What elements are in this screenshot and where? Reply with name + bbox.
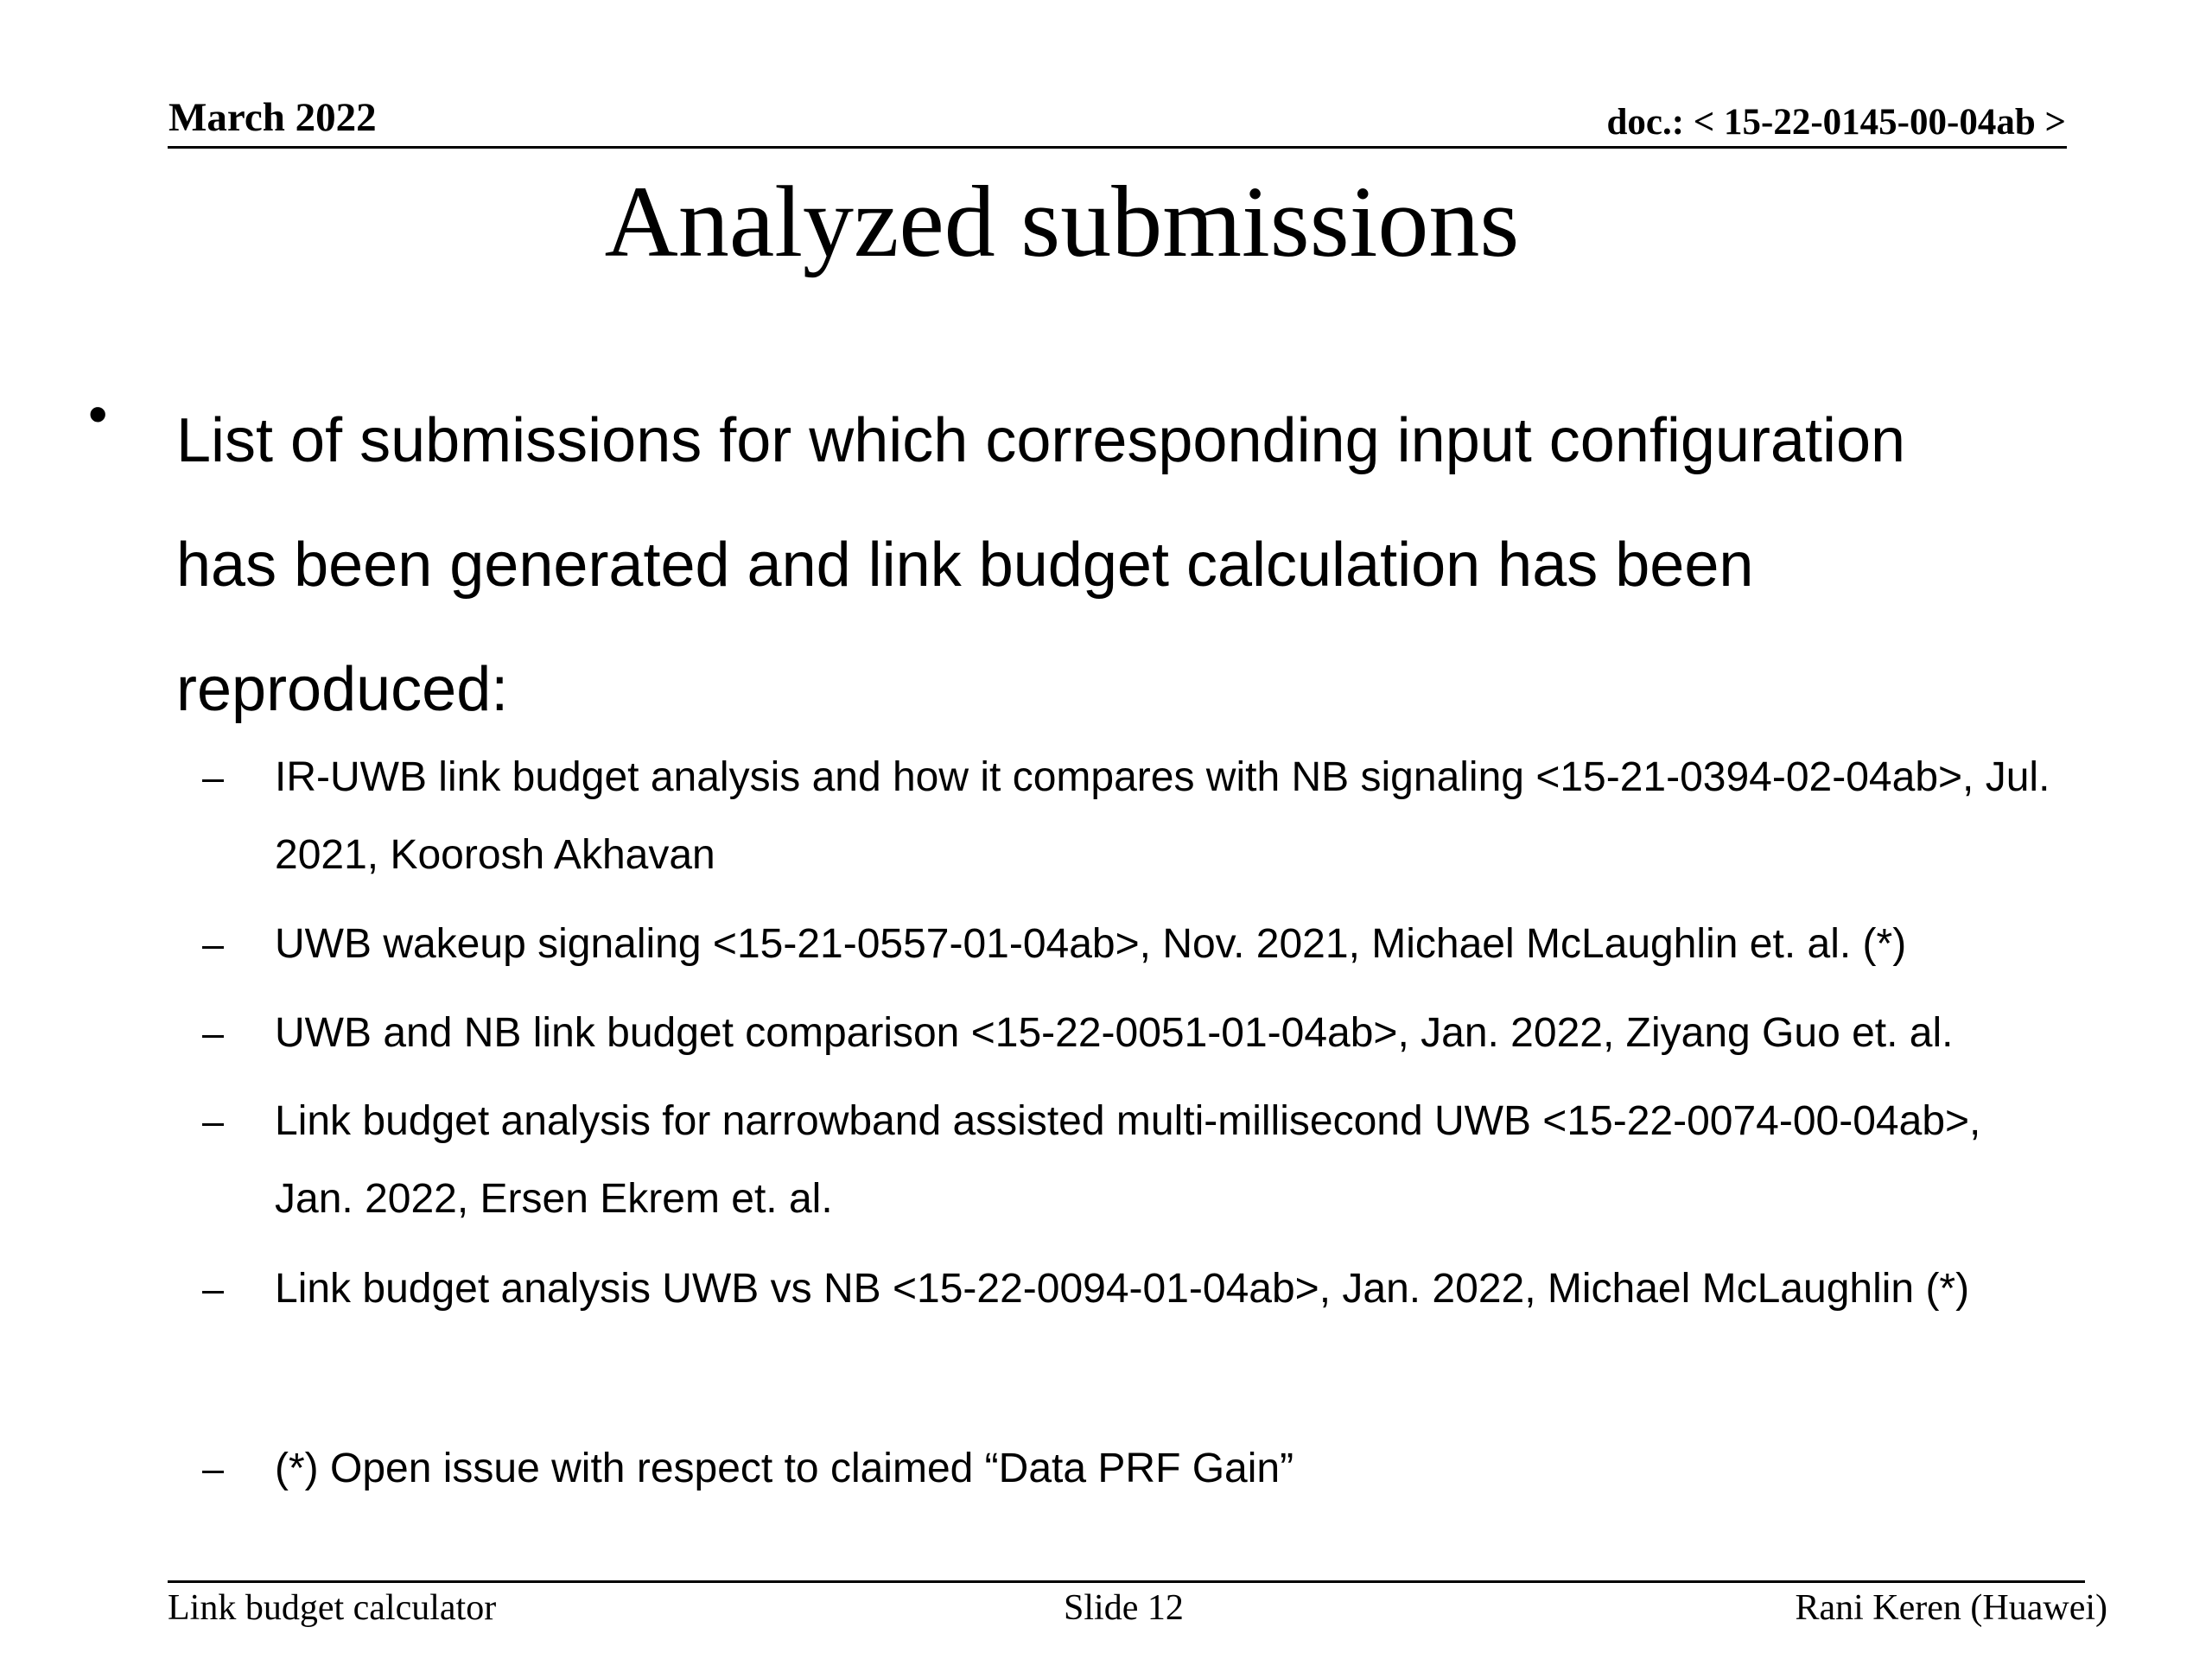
footer-divider (168, 1580, 2085, 1583)
sub-item-line: (*) Open issue with respect to claimed “Data PRF Gain” (275, 1446, 1294, 1491)
sub-item-text (275, 1250, 2193, 1328)
main-bullet-marker: • (88, 383, 108, 445)
sub-item-marker: – (202, 755, 225, 799)
sub-item-text (275, 1083, 2193, 1238)
sub-item-marker: – (202, 1011, 225, 1055)
sub-item-line: Link budget analysis UWB vs NB <15-22-0094-01-04ab>, Jan. 2022, Michael McLaughlin (*) (275, 1266, 1970, 1312)
header-doc-id: doc.: < 15-22-0145-00-04ab > (1606, 102, 2066, 143)
sub-item-line: Link budget analysis for narrowband assisted multi-millisecond UWB <15-22-0074-00-04ab>, (275, 1098, 1981, 1144)
sub-item-marker: – (202, 1099, 225, 1143)
main-bullet-line: has been generated and link budget calculation has been (176, 531, 1754, 600)
sub-item-text (275, 906, 2193, 983)
footer-author: Rani Keren (Huawei) (1795, 1588, 2107, 1628)
sub-item-marker: – (202, 1446, 225, 1491)
sub-item-line: Jan. 2022, Ersen Ekrem et. al. (275, 1176, 833, 1222)
sub-item-line: UWB wakeup signaling <15-21-0557-01-04ab>, Nov. 2021, Michael McLaughlin et. al. (*) (275, 921, 1907, 967)
main-bullet-text (176, 378, 2112, 752)
footer-left-text: Link budget calculator (168, 1588, 497, 1628)
header-divider (168, 146, 2067, 149)
slide-title: Analyzed submissions (604, 165, 1520, 278)
sub-item-line: 2021, Koorosh Akhavan (275, 832, 715, 878)
main-bullet-line: List of submissions for which corresponding input configuration (176, 406, 1906, 475)
header-date: March 2022 (168, 95, 377, 140)
sub-item-line: UWB and NB link budget comparison <15-22-0051-01-04ab>, Jan. 2022, Ziyang Guo et. al. (275, 1010, 1954, 1056)
footer-slide-number: Slide 12 (1064, 1588, 1184, 1628)
sub-item-marker: – (202, 922, 225, 966)
sub-item-text (275, 739, 2193, 894)
main-bullet-line: reproduced: (176, 655, 509, 724)
sub-item-text (275, 995, 2193, 1072)
sub-item-marker: – (202, 1267, 225, 1311)
sub-item-text (275, 1430, 2193, 1508)
sub-item-line: IR-UWB link budget analysis and how it compares with NB signaling <15-21-0394-02-04ab>, Jul. (275, 754, 2050, 800)
